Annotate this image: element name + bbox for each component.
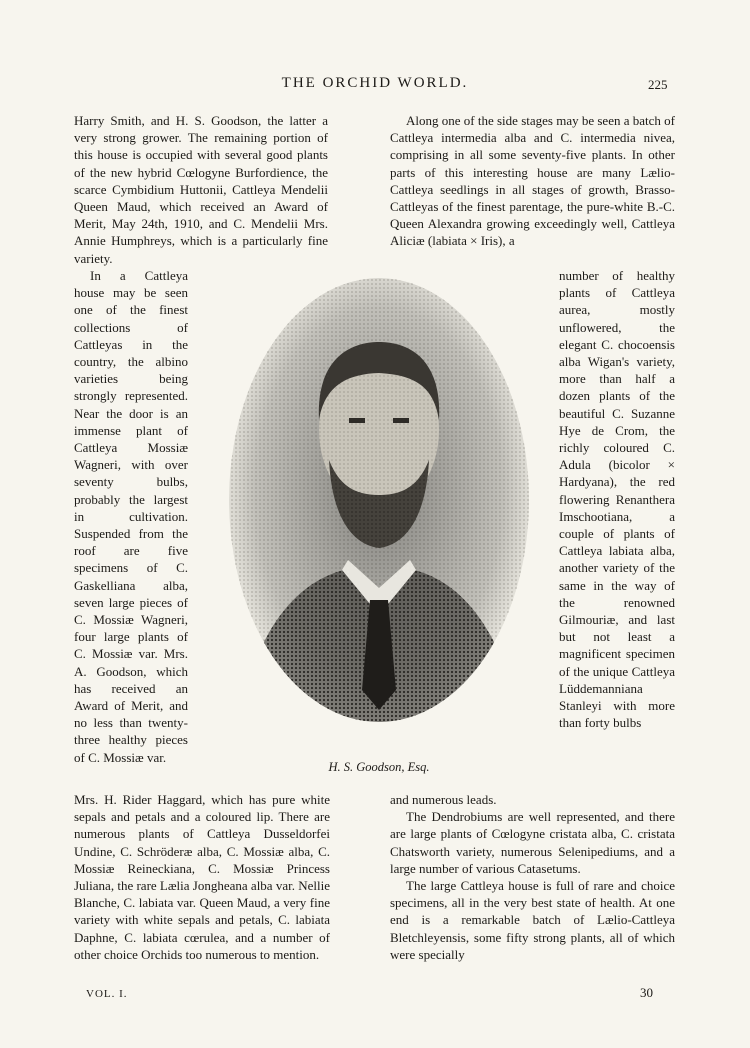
paragraph: Mrs. H. Rider Haggard, which has pure white sepals and petals and a coloured lip. There are numerous plants of Cattleya Dusseldorfei Undine, C. Schröderæ alba, C. Mossiæ alba, C. Mossiæ Reineckiana, C. Mossiæ Princess Juliana, the rare Lælia Jongheana alba var. Nellie Blanche, C. labiata var. Queen Maud, a very fine variety with white sepals and petals, C. labiata Daphne, C. labiata cœrulea, and a number of other choice Orchids too numerous to mention. <box>74 792 330 962</box>
volume-mark: VOL. I. <box>86 988 128 1000</box>
signature-mark: 30 <box>640 985 653 1000</box>
paragraph: Along one of the side stages may be seen a batch of Cattleya intermedia alba and C. intermedia nivea, comprising in all some seventy-five plants. In other parts of this interesting house are many Lælio-Cattleya seedlings in all stages of growth, Brasso-Cattleyas of the finest parentage, the pure-white B.-C. Queen Alexandra growing exceedingly well, Cattleya Aliciæ (labiata × Iris), a <box>390 113 675 249</box>
portrait-caption: H. S. Goodson, Esq. <box>328 760 430 774</box>
paragraph: number of healthy plants of Cattleya aurea, mostly unflowered, the elegant C. chocoensis alba Wigan's variety, more than half a dozen plants of the beautiful C. Suzanne Hye de Crom, the richly coloured C. Adula (bicolor × Hardyana), the red flowering Renanthera Imschootiana, a couple of plants of Cattleya labiata alba, another variety of the same in the way of the renowned Gilmouriæ, and last but not least a magnificent specimen of the unique Cattleya Lüddemanniana Stanleyi with more than forty bulbs <box>559 268 675 731</box>
paragraph: Harry Smith, and H. S. Goodson, the latter a very strong grower. The remaining portion of this house is occupied with several good plants of the new hybrid Cœlogyne Burfordience, the scarce Cymbidium Huttonii, Cattleya Mendelii Queen Maud, which received an Award of Merit, May 24th, 1910, and C. Mendelii Mrs. Annie Humphreys, which is a particularly fine variety. <box>74 113 328 266</box>
paragraph: The large Cattleya house is full of rare and choice specimens, all in the very best state of health. At one end is a remarkable batch of Lælio-Cattleya Bletchleyensis, some fifty strong plants, all of which were specially <box>390 878 675 962</box>
right-column-top <box>390 112 675 250</box>
running-head: THE ORCHID WORLD. <box>281 75 469 91</box>
left-column-top <box>74 112 328 267</box>
paragraph: The Dendrobiums are well represented, and there are large plants of Cœlogyne cristata alba, C. cristata Chatsworth variety, numerous Selenipediums, and a large number of various Catasetums. <box>390 809 675 876</box>
right-column-bottom <box>390 791 675 963</box>
portrait-photo <box>214 270 544 770</box>
left-column-bottom <box>74 791 330 963</box>
left-column-wrap <box>74 267 188 766</box>
paragraph: and numerous leads. <box>390 792 497 807</box>
page-number: 225 <box>648 77 668 92</box>
right-column-wrap <box>559 267 675 731</box>
paragraph: In a Cattleya house may be seen one of the finest collections of Cattleyas in the country, the albino varieties being strongly represented. Near the door is an immense plant of Cattleya Mossiæ Wagneri, with over seventy bulbs, probably the largest in cultivation. Suspended from the roof are five specimens of C. Gaskelliana alba, seven large pieces of C. Mossiæ Wagneri, four large plants of C. Mossiæ var. Mrs. A. Goodson, which has received an Award of Merit, and no less than twenty-three healthy pieces of C. Mossiæ var. <box>74 268 188 765</box>
